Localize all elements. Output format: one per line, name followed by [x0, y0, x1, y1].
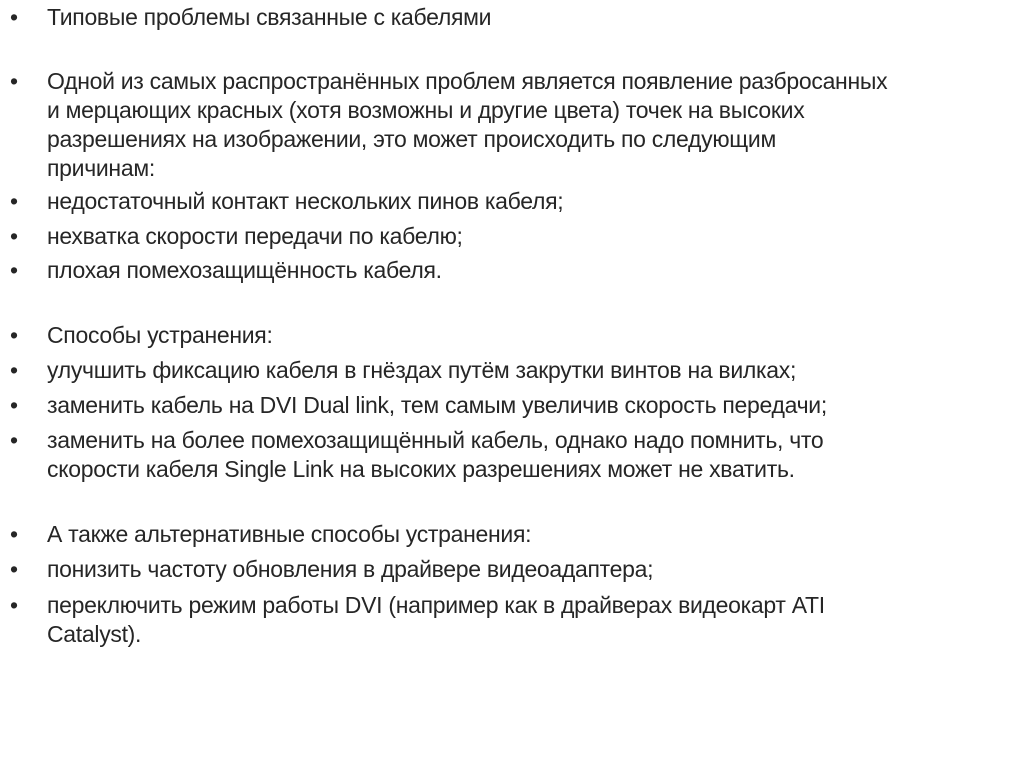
bullet-line: Catalyst).: [47, 621, 142, 647]
bullet-line: скорости кабеля Single Link на высоких разрешениях может не хватить.: [47, 456, 795, 482]
bullet-line: и мерцающих красных (хотя возможны и другие цвета) точек на высоких: [47, 97, 805, 123]
bullet-text: [47, 67, 1017, 183]
bullet-text: [47, 321, 1017, 350]
bullet-line: переключить режим работы DVI (например как в драйверах видеокарт ATI: [47, 592, 825, 618]
bullet-text: [47, 222, 1017, 251]
bullet-text: [47, 555, 1017, 584]
bullet-line: плохая помехозащищённость кабеля.: [47, 257, 442, 283]
bullet-line: разрешениях на изображении, это может происходить по следующим: [47, 126, 776, 152]
bullet-text: [47, 426, 1017, 484]
bullet-dot: •: [10, 592, 19, 618]
bullet-dot: •: [10, 68, 19, 94]
bullet-dot: •: [10, 322, 19, 348]
bullet-text: [47, 391, 1017, 420]
bullet-dot: •: [10, 223, 19, 249]
bullet-text: [47, 187, 1017, 216]
bullet-line: заменить кабель на DVI Dual link, тем самым увеличив скорость передачи;: [47, 392, 827, 418]
bullet-dot: •: [10, 521, 19, 547]
bullet-text: [47, 591, 1017, 649]
bullet-dot: •: [10, 257, 19, 283]
bullet-line: понизить частоту обновления в драйвере видеоадаптера;: [47, 556, 654, 582]
bullet-line: Способы устранения:: [47, 322, 273, 348]
bullet-text: [47, 356, 1017, 385]
bullet-line: Типовые проблемы связанные с кабелями: [47, 4, 492, 30]
bullet-line: А также альтернативные способы устранения:: [47, 521, 532, 547]
bullet-text: [47, 3, 1017, 32]
bullet-text: [47, 520, 1017, 549]
bullet-line: заменить на более помехозащищённый кабель, однако надо помнить, что: [47, 427, 824, 453]
bullet-dot: •: [10, 392, 19, 418]
bullet-line: улучшить фиксацию кабеля в гнёздах путём закрутки винтов на вилках;: [47, 357, 797, 383]
bullet-dot: •: [10, 556, 19, 582]
bullet-text: [47, 256, 1017, 285]
bullet-dot: •: [10, 427, 19, 453]
bullet-dot: •: [10, 4, 19, 30]
bullet-line: причинам:: [47, 155, 155, 181]
bullet-dot: •: [10, 357, 19, 383]
bullet-line: Одной из самых распространённых проблем является появление разбросанных: [47, 68, 888, 94]
bullet-line: нехватка скорости передачи по кабелю;: [47, 223, 463, 249]
bullet-dot: •: [10, 188, 19, 214]
bullet-line: недостаточный контакт нескольких пинов кабеля;: [47, 188, 564, 214]
